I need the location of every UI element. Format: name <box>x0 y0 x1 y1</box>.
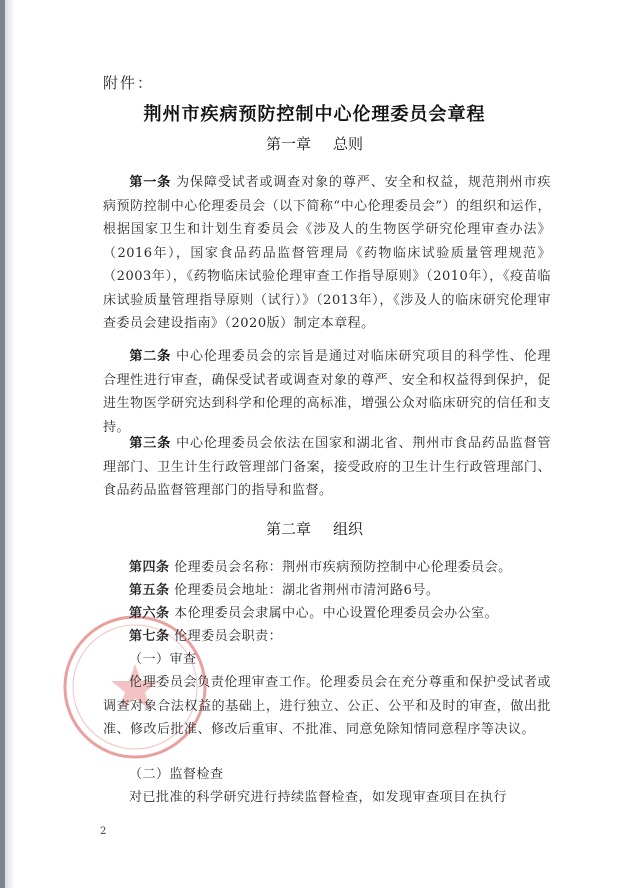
article-4-label: 第四条 <box>129 560 170 575</box>
article-7-label: 第七条 <box>129 629 170 644</box>
article-4-text: 伦理委员会名称：荆州市疾病预防控制中心伦理委员会。 <box>174 560 512 575</box>
article-5 <box>103 579 551 603</box>
article-2-text: 中心伦理委员会的宗旨是通过对临床研究项目的科学性、伦理合理性进行审查，确保受试者或调查对象的尊严、安全和权益得到保护，促进生物医学研究达到科学和伦理的高标准，增强公众对临床研究的信任和支持。 <box>103 349 551 435</box>
chapter-1-heading <box>0 133 629 154</box>
article-1-text: 为保障受试者或调查对象的尊严、安全和权益，规范荆州市疾病预防控制中心伦理委员会（以下简称“中心伦理委员会”）的组织和运作，根据国家卫生和计划生育委员会《涉及人的生物医学研究伦理审查办法》（2016年），国家食品药品监督管理局《药物临床试验质量管理规范》（2003年），《药物临床试验伦理审查工作指导原则》（2010年），《疫苗临床试验质量管理指导原则（试行）》（2013年），《涉及人的临床研究伦理审查委员会建设指南》（2020版）制定本章程。 <box>103 175 551 331</box>
duty-2-body <box>103 786 551 810</box>
article-7 <box>103 625 551 649</box>
article-3-text: 中心伦理委员会依法在国家和湖北省、荆州市食品药品监督管理部门、卫生计生行政管理部门备案，接受政府的卫生计生行政管理部门、食品药品监督管理部门的指导和监督。 <box>103 436 551 498</box>
article-3 <box>103 432 551 503</box>
article-1 <box>103 171 551 336</box>
article-2 <box>103 345 551 439</box>
article-5-text: 伦理委员会地址：湖北省荆州市清河路6号。 <box>174 583 440 598</box>
chapter-2-number: 第二章 <box>265 520 311 538</box>
article-3-label: 第三条 <box>129 436 172 451</box>
document-title: 荆州市疾病预防控制中心伦理委员会章程 <box>143 104 486 125</box>
page-number: 2 <box>100 826 107 837</box>
article-5-label: 第五条 <box>129 583 170 598</box>
duty-1-heading-text: （一）审查 <box>129 652 197 667</box>
article-6 <box>103 602 551 626</box>
article-2-label: 第二条 <box>129 349 172 364</box>
attachment-label: 附件： <box>103 74 155 92</box>
duty-1-body <box>103 671 551 742</box>
duty-2-heading-text: （二）监督检查 <box>129 767 224 782</box>
chapter-1-name: 总则 <box>333 135 364 153</box>
chapter-1-number: 第一章 <box>265 135 311 153</box>
article-4 <box>103 556 551 580</box>
duty-2-heading <box>103 763 551 787</box>
chapter-2-heading <box>0 518 629 539</box>
duty-1-heading <box>103 648 551 672</box>
article-6-text: 本伦理委员会隶属中心。中心设置伦理委员会办公室。 <box>174 606 499 621</box>
article-1-label: 第一条 <box>129 175 172 190</box>
article-6-label: 第六条 <box>129 606 170 621</box>
duty-1-text: 伦理委员会负责伦理审查工作。伦理委员会在充分尊重和保护受试者或调查对象合法权益的基础上，进行独立、公正、公平和及时的审查，做出批准、修改后批准、修改后重审、不批准、同意免除知情同意程序等决议。 <box>103 675 551 737</box>
duty-2-text: 对已批准的科学研究进行持续监督检查，如发现审查项目在执行 <box>129 790 508 805</box>
article-7-text: 伦理委员会职责： <box>174 629 283 644</box>
chapter-2-name: 组织 <box>333 520 364 538</box>
